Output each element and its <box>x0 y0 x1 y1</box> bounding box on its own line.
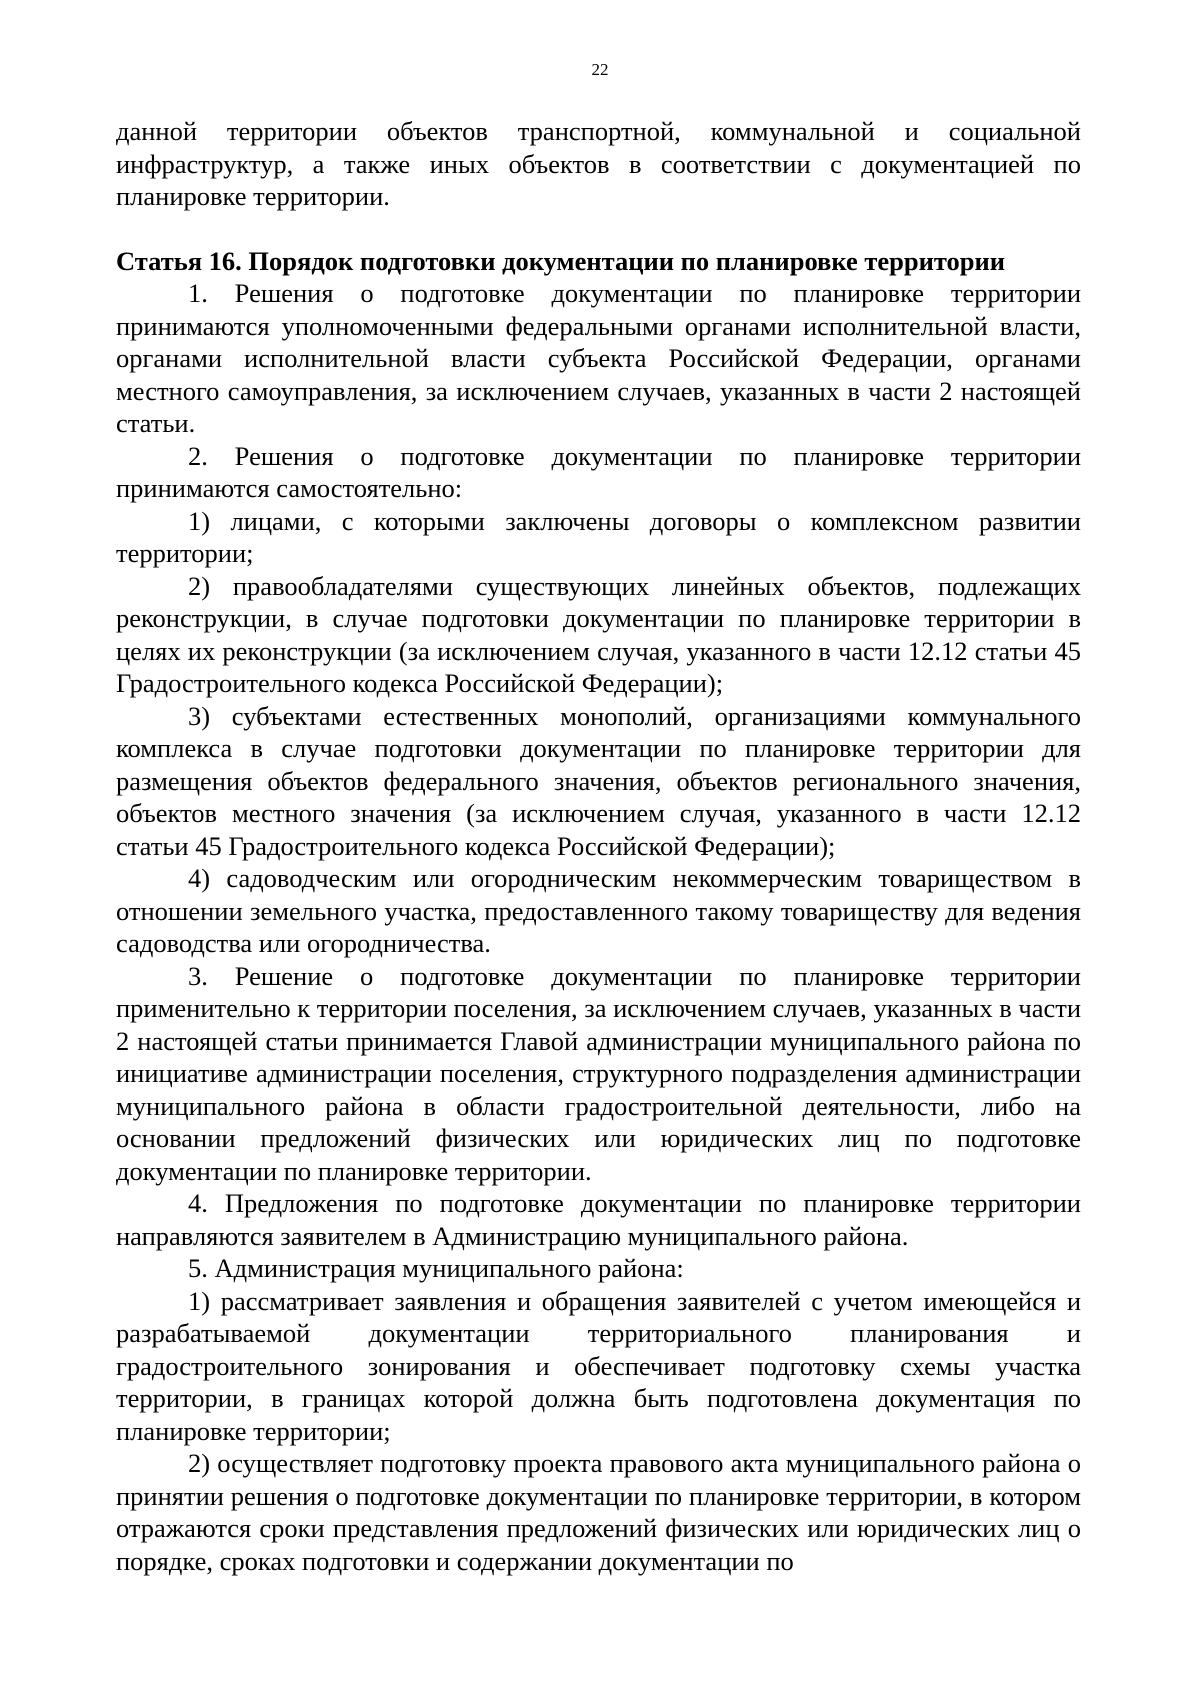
paragraph-part-3: 3. Решение о подготовке документации по планировке территории применительно к территории поселения, за исключением случаев, указанных в части 2 настоящей статьи принимается Главой администрации муниципального района по инициативе администрации поселения, структурного подразделения администрации муниципального района в области градостроительной деятельности, либо на основании предложений физических или юридических лиц по подготовке документации по планировке территории. <box>116 960 1081 1186</box>
list-item-2-1: 1) лицами, с которыми заключены договоры о комплексном развитии территории; <box>116 505 1081 568</box>
article-heading: Статья 16. Порядок подготовки документации по планировке территории <box>116 245 1006 276</box>
paragraph-part-5: 5. Администрация муниципального района: <box>188 1253 684 1283</box>
paragraph-part-2: 2. Решения о подготовке документации по планировке территории принимаются самостоятельно: <box>116 440 1081 503</box>
list-item-5-1: 1) рассматривает заявления и обращения заявителей с учетом имеющейся и разрабатываемой документации территориального планирования и градостроительного зонирования и обеспечивает подготовку схемы участка территории, в границах которой должна быть подготовлена документация по планировке территории; <box>116 1285 1081 1446</box>
list-item-2-2: 2) правообладателями существующих линейных объектов, подлежащих реконструкции, в случае подготовки документации по планировке территории в целях их реконструкции (за исключением случая, указанного в части 12.12 статьи 45 Градостроительного кодекса Российской Федерации); <box>116 570 1081 698</box>
page-number: 22 <box>591 60 609 79</box>
list-item-2-4: 4) садоводческим или огородническим некоммерческим товариществом в отношении земельного участка, предоставленного такому товариществу для ведения садоводства или огородничества. <box>116 863 1081 958</box>
list-item-2-3: 3) субъектами естественных монополий, организациями коммунального комплекса в случае подготовки документации по планировке территории для размещения объектов федерального значения, объектов регионального значения, объектов местного значения (за исключением случая, указанного в части 12.12 статьи 45 Градостроительного кодекса Российской Федерации); <box>116 700 1081 861</box>
document-body <box>116 115 1081 1577</box>
paragraph-part-1: 1. Решения о подготовке документации по планировке территории принимаются уполномоченными федеральными органами исполнительной власти, органами исполнительной власти субъекта Российской Федерации, органами местного самоуправления, за исключением случаев, указанных в части 2 настоящей статьи. <box>116 278 1081 438</box>
opening-paragraph: данной территории объектов транспортной, коммунальной и социальной инфраструктур, а также иных объектов в соответствии с документацией по планировке территории. <box>116 116 1081 211</box>
paragraph-part-4: 4. Предложения по подготовке документации по планировке территории направляются заявителем в Администрацию муниципального района. <box>116 1188 1081 1251</box>
list-item-5-2: 2) осуществляет подготовку проекта правового акта муниципального района о принятии решения о подготовке документации по планировке территории, в котором отражаются сроки представления предложений физических или юридических лиц о порядке, сроках подготовки и содержании документации по <box>116 1448 1081 1576</box>
